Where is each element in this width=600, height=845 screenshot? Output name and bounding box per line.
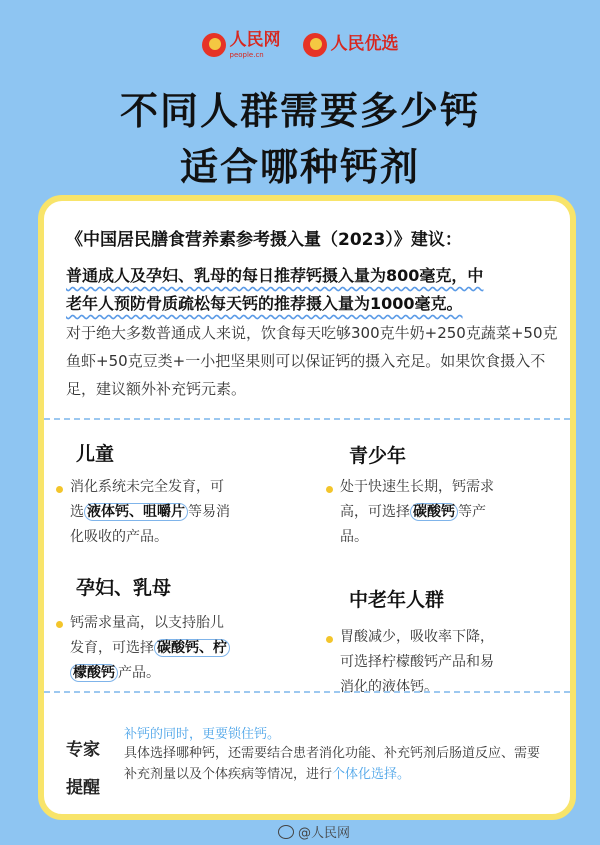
intro-highlight-1: 普通成人及孕妇、乳母的每日推荐钙摄入量为800毫克，中 bbox=[66, 266, 484, 285]
teens-title: 青少年 bbox=[349, 445, 407, 467]
bullet-dot bbox=[56, 621, 63, 628]
watermark-text: @人民网 bbox=[298, 826, 351, 841]
weibo-icon bbox=[278, 825, 294, 839]
page-title-line-2: 适合哪种钙剂 bbox=[179, 145, 420, 189]
teens-line-3: 品。 bbox=[340, 529, 368, 545]
intro-highlight-2: 老年人预防骨质疏松每天钙的推荐摄入量为1000毫克。 bbox=[66, 294, 463, 313]
pregnant-line-3: 檬酸钙 产品。 bbox=[70, 661, 310, 686]
tip-body-blue: 个体化选择。 bbox=[332, 767, 411, 782]
elderly-title: 中老年人群 bbox=[349, 589, 445, 611]
pregnant-recommended-a: 碳酸钙、柠 bbox=[154, 639, 230, 657]
youxuan-logo bbox=[303, 33, 399, 57]
bullet-dot bbox=[56, 486, 63, 493]
divider bbox=[44, 418, 570, 420]
intro-body: 对于绝大多数普通成人来说，饮食每天吃够300克牛奶+250克蔬菜+50克鱼虾+50克豆类+一小把坚果则可以保证钙的摄入充足。如果饮食摄入不足，建议额外补充钙元素。 bbox=[66, 324, 558, 398]
divider bbox=[44, 691, 570, 693]
children-line-3: 化吸收的产品。 bbox=[70, 529, 168, 545]
people-daily-logo bbox=[202, 30, 281, 59]
people-logo-icon bbox=[202, 33, 226, 57]
pregnant-title: 孕妇、乳母 bbox=[76, 577, 172, 599]
elderly-line-1: 胃酸减少，吸收率下降， bbox=[340, 629, 494, 645]
pregnant-recommended-b: 檬酸钙 bbox=[70, 664, 118, 682]
weibo-watermark bbox=[278, 822, 350, 841]
children-line-2: 选 液体钙、咀嚼片 等易消 bbox=[70, 504, 230, 520]
youxuan-logo-text: 人民优选 bbox=[330, 34, 399, 54]
pregnant-line-1: 钙需求量高，以支持胎儿 bbox=[70, 615, 224, 631]
teens-body bbox=[340, 475, 560, 550]
elderly-line-2: 可选择柠檬酸钙产品和易 bbox=[340, 654, 494, 670]
teens-line-1: 处于快速生长期，钙需求 bbox=[340, 479, 494, 495]
elderly-body bbox=[340, 625, 560, 700]
bullet-dot bbox=[326, 486, 333, 493]
youxuan-logo-icon bbox=[303, 33, 327, 57]
people-logo-sub: people.cn bbox=[229, 51, 264, 59]
tip-label-1: 专家 bbox=[66, 740, 100, 760]
tip-label-2: 提醒 bbox=[66, 778, 100, 798]
children-title: 儿童 bbox=[76, 443, 115, 465]
intro-heading: 《中国居民膳食营养素参考摄入量（2023）》建议： bbox=[66, 230, 462, 250]
bullet-dot bbox=[326, 636, 333, 643]
children-recommended: 液体钙、咀嚼片 bbox=[84, 503, 188, 521]
teens-recommended: 碳酸钙 bbox=[410, 503, 458, 521]
page-title-line-1: 不同人群需要多少钙 bbox=[119, 89, 480, 133]
people-logo-text: 人民网 bbox=[229, 30, 281, 50]
tip-body: 具体选择哪种钙，还需要结合患者消化功能、补充钙剂后肠道反应、需要补充剂量以及个体疾病等情况，进行个体化选择。 bbox=[124, 746, 541, 782]
teens-line-2: 高，可选择 碳酸钙 等产 bbox=[340, 504, 486, 520]
pregnant-line-2: 发育，可选择 碳酸钙、柠 bbox=[70, 636, 310, 661]
tip-highlight: 补钙的同时，更要锁住钙。 bbox=[124, 727, 281, 742]
logo-bar bbox=[0, 30, 600, 59]
pregnant-body bbox=[70, 611, 310, 686]
children-body bbox=[70, 475, 290, 550]
content-card bbox=[38, 195, 576, 820]
elderly-line-3: 消化的液体钙。 bbox=[340, 679, 438, 695]
children-line-1: 消化系统未完全发育，可 bbox=[70, 479, 224, 495]
